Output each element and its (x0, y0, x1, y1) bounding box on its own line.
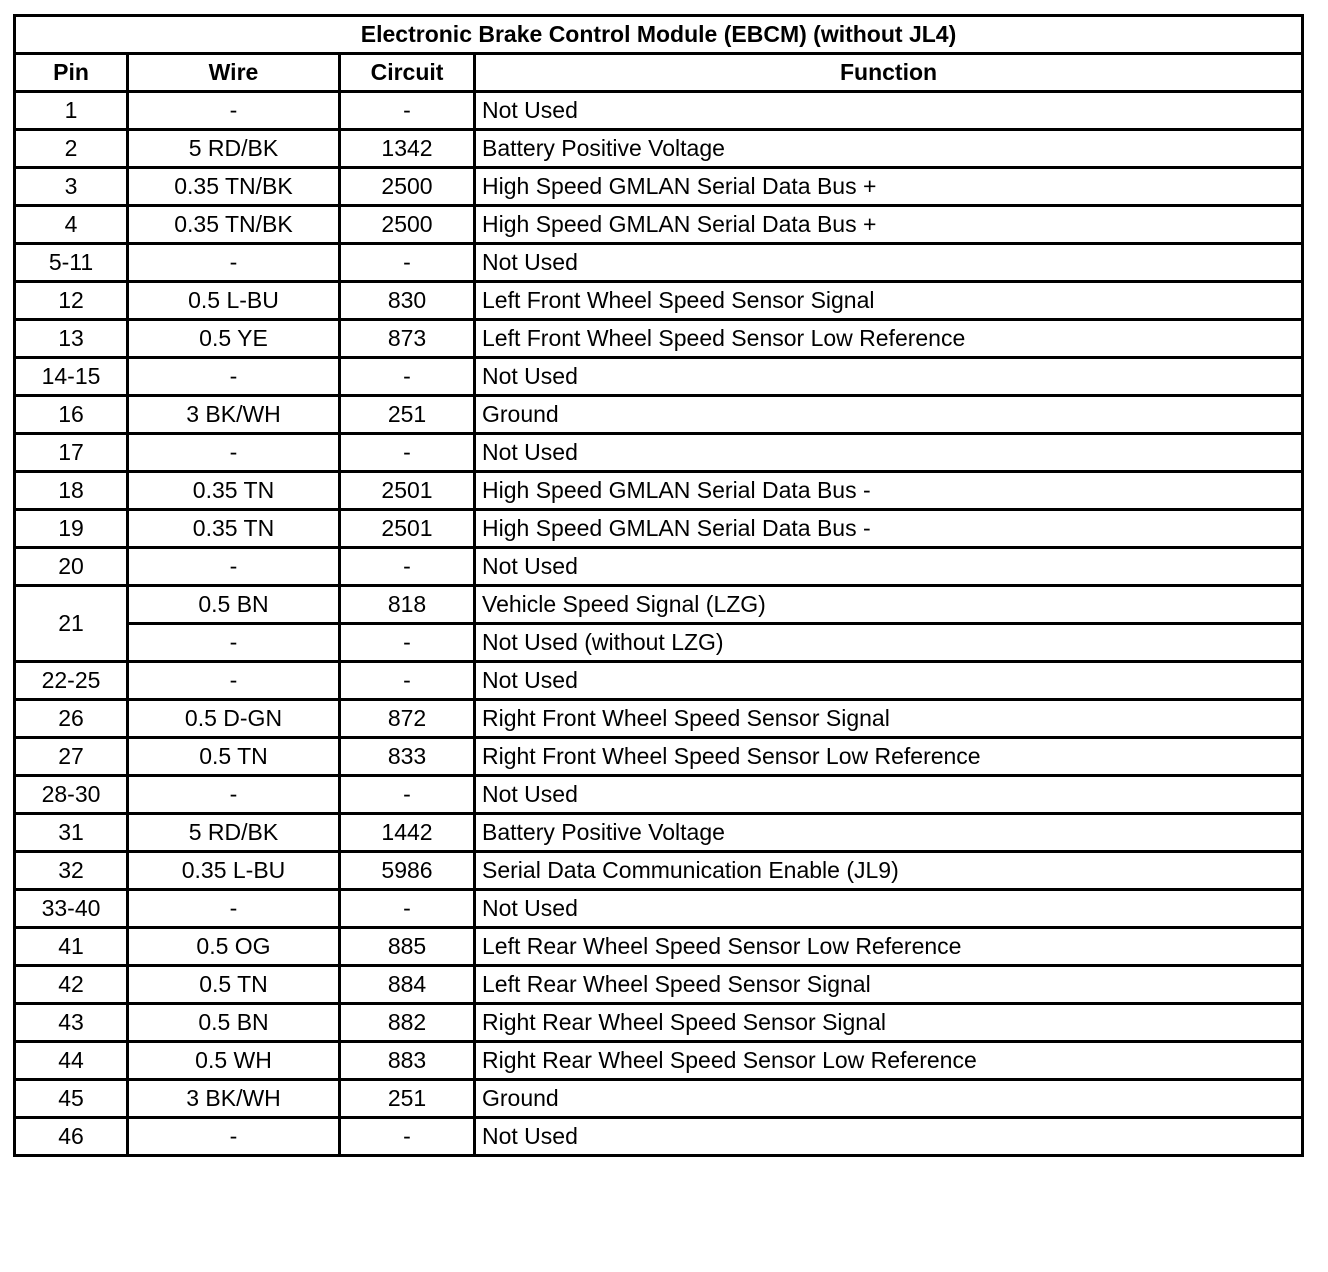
table-row (15, 852, 1303, 890)
cell-pin: 2 (15, 130, 128, 168)
table-row (15, 206, 1303, 244)
cell-function: Not Used (475, 434, 1303, 472)
cell-pin: 13 (15, 320, 128, 358)
cell-wire: 0.5 WH (128, 1042, 340, 1080)
cell-pin: 46 (15, 1118, 128, 1156)
cell-wire: 0.35 TN (128, 510, 340, 548)
table-row (15, 510, 1303, 548)
cell-function: Not Used (475, 358, 1303, 396)
cell-function: Not Used (475, 92, 1303, 130)
cell-circuit: - (340, 1118, 475, 1156)
cell-pin: 1 (15, 92, 128, 130)
cell-function: Right Rear Wheel Speed Sensor Low Reference (475, 1042, 1303, 1080)
table-row (15, 624, 1303, 662)
cell-pin: 20 (15, 548, 128, 586)
cell-function: Not Used (475, 662, 1303, 700)
ebcm-pinout-table (13, 14, 1304, 1157)
cell-circuit: 833 (340, 738, 475, 776)
cell-circuit: - (340, 244, 475, 282)
header-pin: Pin (15, 54, 128, 92)
cell-wire: 0.5 TN (128, 738, 340, 776)
cell-circuit: - (340, 434, 475, 472)
cell-function: Right Front Wheel Speed Sensor Signal (475, 700, 1303, 738)
cell-pin: 16 (15, 396, 128, 434)
cell-wire: - (128, 624, 340, 662)
cell-pin: 42 (15, 966, 128, 1004)
cell-circuit: 251 (340, 1080, 475, 1118)
cell-pin: 44 (15, 1042, 128, 1080)
table-row (15, 700, 1303, 738)
table-row (15, 396, 1303, 434)
cell-pin: 31 (15, 814, 128, 852)
cell-wire: 0.35 TN (128, 472, 340, 510)
cell-wire: - (128, 434, 340, 472)
cell-wire: 3 BK/WH (128, 1080, 340, 1118)
table-row (15, 472, 1303, 510)
cell-wire: 5 RD/BK (128, 130, 340, 168)
cell-circuit: - (340, 92, 475, 130)
cell-pin: 41 (15, 928, 128, 966)
cell-pin: 18 (15, 472, 128, 510)
table-row (15, 1042, 1303, 1080)
table-row (15, 1118, 1303, 1156)
cell-wire: - (128, 358, 340, 396)
table-row (15, 282, 1303, 320)
cell-function: High Speed GMLAN Serial Data Bus + (475, 206, 1303, 244)
cell-circuit: - (340, 662, 475, 700)
cell-function: High Speed GMLAN Serial Data Bus + (475, 168, 1303, 206)
cell-circuit: 2500 (340, 206, 475, 244)
table-row (15, 320, 1303, 358)
cell-circuit: - (340, 548, 475, 586)
cell-function: Left Rear Wheel Speed Sensor Low Reference (475, 928, 1303, 966)
table-row (15, 168, 1303, 206)
cell-function: Not Used (475, 548, 1303, 586)
cell-pin: 32 (15, 852, 128, 890)
header-row (15, 54, 1303, 92)
cell-wire: - (128, 548, 340, 586)
cell-pin: 12 (15, 282, 128, 320)
title-row (15, 16, 1303, 54)
cell-circuit: 884 (340, 966, 475, 1004)
cell-wire: 0.35 TN/BK (128, 168, 340, 206)
cell-pin: 3 (15, 168, 128, 206)
cell-wire: 0.5 D-GN (128, 700, 340, 738)
cell-wire: 3 BK/WH (128, 396, 340, 434)
cell-wire: 5 RD/BK (128, 814, 340, 852)
cell-function: Right Front Wheel Speed Sensor Low Reference (475, 738, 1303, 776)
cell-function: Ground (475, 1080, 1303, 1118)
cell-function: High Speed GMLAN Serial Data Bus - (475, 472, 1303, 510)
table-row (15, 244, 1303, 282)
cell-function: High Speed GMLAN Serial Data Bus - (475, 510, 1303, 548)
cell-wire: - (128, 776, 340, 814)
cell-wire: 0.35 TN/BK (128, 206, 340, 244)
cell-pin: 28-30 (15, 776, 128, 814)
cell-wire: 0.5 BN (128, 1004, 340, 1042)
cell-pin: 27 (15, 738, 128, 776)
cell-wire: - (128, 1118, 340, 1156)
cell-circuit: 883 (340, 1042, 475, 1080)
cell-wire: - (128, 92, 340, 130)
cell-function: Battery Positive Voltage (475, 814, 1303, 852)
table-row (15, 928, 1303, 966)
cell-circuit: 885 (340, 928, 475, 966)
cell-wire: 0.5 TN (128, 966, 340, 1004)
cell-function: Not Used (475, 776, 1303, 814)
table-row (15, 1004, 1303, 1042)
table-body (15, 92, 1303, 1156)
cell-function: Left Front Wheel Speed Sensor Low Reference (475, 320, 1303, 358)
cell-circuit: - (340, 624, 475, 662)
cell-circuit: 872 (340, 700, 475, 738)
table-row (15, 130, 1303, 168)
cell-circuit: 1442 (340, 814, 475, 852)
cell-wire: 0.5 BN (128, 586, 340, 624)
table-row (15, 586, 1303, 624)
table-row (15, 662, 1303, 700)
cell-circuit: 2501 (340, 472, 475, 510)
cell-circuit: - (340, 776, 475, 814)
cell-function: Left Rear Wheel Speed Sensor Signal (475, 966, 1303, 1004)
header-circuit: Circuit (340, 54, 475, 92)
cell-wire: 0.5 L-BU (128, 282, 340, 320)
cell-circuit: 873 (340, 320, 475, 358)
cell-pin: 14-15 (15, 358, 128, 396)
table-row (15, 1080, 1303, 1118)
table-title: Electronic Brake Control Module (EBCM) (without JL4) (15, 16, 1303, 54)
cell-circuit: 2500 (340, 168, 475, 206)
table-row (15, 776, 1303, 814)
cell-pin: 4 (15, 206, 128, 244)
cell-circuit: - (340, 358, 475, 396)
cell-function: Serial Data Communication Enable (JL9) (475, 852, 1303, 890)
table-row (15, 890, 1303, 928)
cell-wire: 0.5 YE (128, 320, 340, 358)
table-row (15, 358, 1303, 396)
cell-function: Not Used (without LZG) (475, 624, 1303, 662)
cell-function: Not Used (475, 1118, 1303, 1156)
cell-function: Not Used (475, 244, 1303, 282)
cell-wire: - (128, 244, 340, 282)
header-function: Function (475, 54, 1303, 92)
cell-function: Vehicle Speed Signal (LZG) (475, 586, 1303, 624)
cell-function: Ground (475, 396, 1303, 434)
cell-circuit: 251 (340, 396, 475, 434)
cell-function: Not Used (475, 890, 1303, 928)
cell-function: Right Rear Wheel Speed Sensor Signal (475, 1004, 1303, 1042)
header-wire: Wire (128, 54, 340, 92)
cell-pin: 17 (15, 434, 128, 472)
cell-pin: 21 (15, 586, 128, 662)
table-row (15, 738, 1303, 776)
cell-circuit: 1342 (340, 130, 475, 168)
cell-circuit: - (340, 890, 475, 928)
cell-pin: 45 (15, 1080, 128, 1118)
cell-wire: 0.35 L-BU (128, 852, 340, 890)
table-row (15, 814, 1303, 852)
cell-pin: 19 (15, 510, 128, 548)
cell-circuit: 830 (340, 282, 475, 320)
cell-function: Left Front Wheel Speed Sensor Signal (475, 282, 1303, 320)
table-row (15, 966, 1303, 1004)
cell-function: Battery Positive Voltage (475, 130, 1303, 168)
cell-circuit: 2501 (340, 510, 475, 548)
cell-pin: 33-40 (15, 890, 128, 928)
cell-pin: 5-11 (15, 244, 128, 282)
cell-wire: - (128, 662, 340, 700)
table-row (15, 434, 1303, 472)
table-row (15, 548, 1303, 586)
cell-wire: - (128, 890, 340, 928)
cell-pin: 43 (15, 1004, 128, 1042)
cell-wire: 0.5 OG (128, 928, 340, 966)
cell-circuit: 5986 (340, 852, 475, 890)
cell-pin: 22-25 (15, 662, 128, 700)
cell-circuit: 818 (340, 586, 475, 624)
table-row (15, 92, 1303, 130)
cell-pin: 26 (15, 700, 128, 738)
cell-circuit: 882 (340, 1004, 475, 1042)
